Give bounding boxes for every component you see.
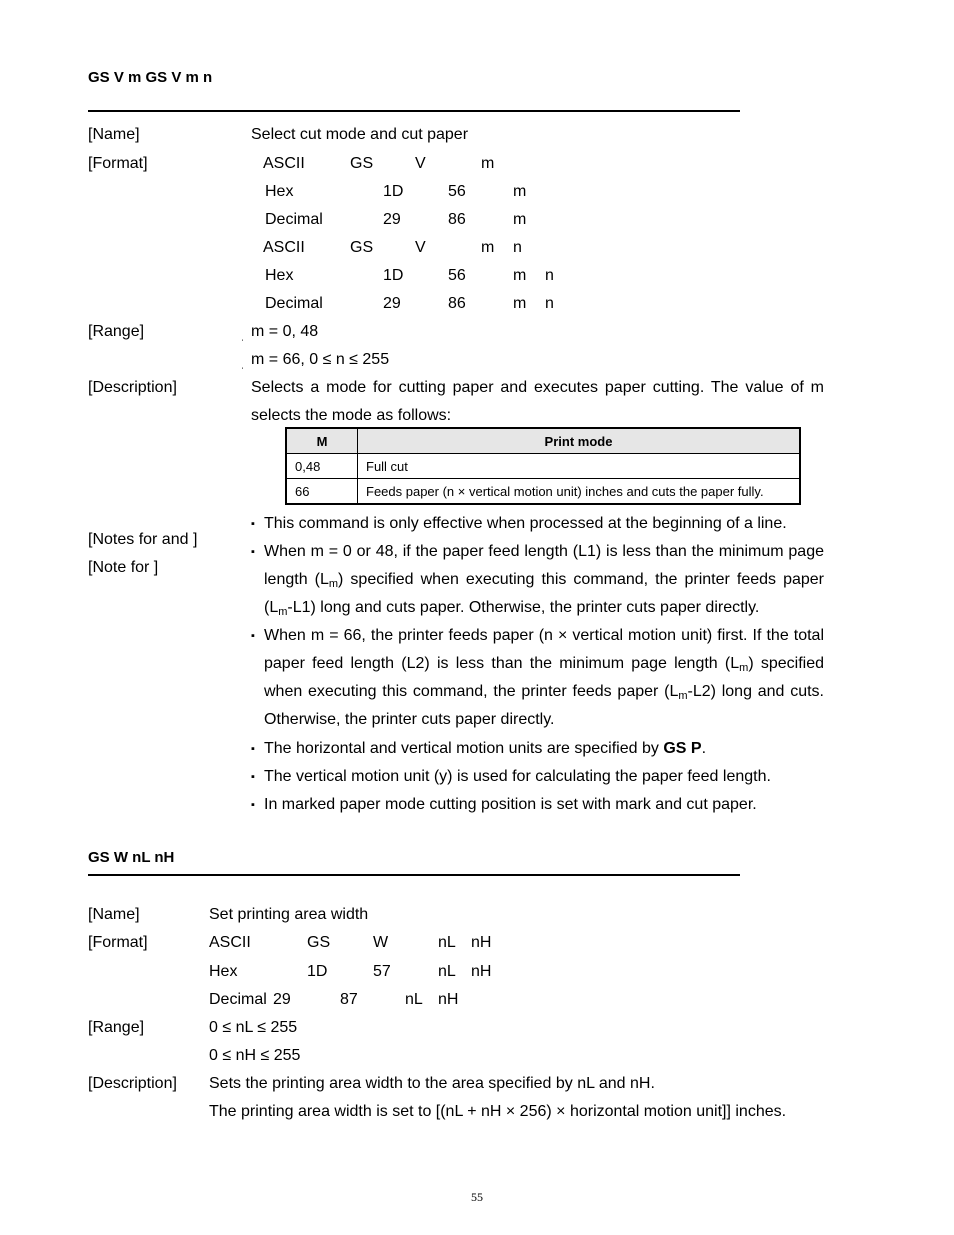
range-value: 0 ≤ nL ≤ 255 xyxy=(209,1019,298,1036)
format-cell: m xyxy=(481,239,495,256)
bullet-icon: ▪ xyxy=(251,771,255,783)
note-text: (L xyxy=(264,599,279,616)
range-value: 0 ≤ nH ≤ 255 xyxy=(209,1047,301,1064)
note-item-line xyxy=(264,650,824,678)
note-text: The horizontal and vertical motion units are specified by xyxy=(264,740,664,757)
format-cell: V xyxy=(415,239,426,256)
format-cell: ASCII xyxy=(209,934,251,951)
name-label: [Name] xyxy=(88,906,140,923)
note-item xyxy=(264,735,824,763)
note-item: In marked paper mode cutting position is set with mark and cut paper. xyxy=(264,796,757,813)
description-text: Selects a mode for cutting paper and executes paper cutting. The value of m xyxy=(251,379,824,396)
range-label: [Range] xyxy=(88,323,145,340)
format-cell: ASCII xyxy=(263,155,305,172)
name-value: Select cut mode and cut paper xyxy=(251,126,469,143)
note-text: -L1) long and cuts paper. Otherwise, the printer cuts paper directly. xyxy=(287,599,760,616)
note-text: ) specified when executing this command, the printer feeds paper xyxy=(338,571,824,588)
format-cell: GS xyxy=(350,155,374,172)
format-cell: m xyxy=(513,183,527,200)
format-cell: nL xyxy=(438,963,456,980)
bullet-icon: ▪ xyxy=(251,799,255,811)
section-heading-gs-v: GS V m GS V m n xyxy=(88,69,213,86)
note-item: When m = 66, the printer feeds paper (n × vertical motion unit) first. If the total xyxy=(264,627,824,644)
range-label: [Range] xyxy=(88,1019,145,1036)
format-cell: m xyxy=(481,155,495,172)
note-item: The vertical motion unit (y) is used for calculating the paper feed length. xyxy=(264,768,771,785)
name-label: [Name] xyxy=(88,126,140,143)
table-cell: Full cut xyxy=(358,454,801,479)
format-cell: 1D xyxy=(383,183,404,200)
format-cell: 56 xyxy=(448,183,466,200)
table-row xyxy=(286,479,800,505)
format-cell: nH xyxy=(438,991,459,1008)
table-cell: 0,48 xyxy=(286,454,358,479)
format-cell: GS xyxy=(307,934,331,951)
format-cell: nH xyxy=(471,934,492,951)
section-heading-gs-w: GS W nL nH xyxy=(88,849,175,866)
name-value: Set printing area width xyxy=(209,906,369,923)
page-number: 55 xyxy=(471,1190,483,1204)
format-cell: 56 xyxy=(448,267,466,284)
format-cell: W xyxy=(373,934,389,951)
table-cell: Feeds paper (n × vertical motion unit) inches and cuts the paper fully. xyxy=(358,479,801,505)
note-item-line xyxy=(264,594,824,622)
format-cell: ASCII xyxy=(263,239,305,256)
format-cell: 29 xyxy=(383,211,401,228)
table-cell: 66 xyxy=(286,479,358,505)
format-cell: 87 xyxy=(340,991,358,1008)
table-header: M xyxy=(286,428,358,454)
format-cell: m xyxy=(513,295,527,312)
bullet-icon: ▪ xyxy=(251,743,255,755)
format-cell: 1D xyxy=(307,963,328,980)
note-text: paper feed length (L2) is less than the minimum page length (L xyxy=(264,655,740,672)
description-text: Sets the printing area width to the area specified by nL and nH. xyxy=(209,1075,655,1092)
description-text: selects the mode as follows: xyxy=(251,407,452,424)
format-cell: GS xyxy=(350,239,374,256)
format-cell: 86 xyxy=(448,211,466,228)
table-header-row xyxy=(286,428,800,454)
format-cell: nL xyxy=(405,991,423,1008)
subscript: m xyxy=(739,662,749,674)
format-cell: n xyxy=(545,267,554,284)
format-cell: Hex xyxy=(265,267,294,284)
description-label: [Description] xyxy=(88,1075,177,1092)
format-label: [Format] xyxy=(88,155,148,172)
heading-rule xyxy=(88,874,740,876)
note-text: . xyxy=(701,740,707,757)
subscript: m xyxy=(278,606,288,618)
range-value: m = 0, 48 xyxy=(251,323,319,340)
format-cell: n xyxy=(545,295,554,312)
note-text: length (L xyxy=(264,571,329,588)
format-cell: 29 xyxy=(383,295,401,312)
table-row xyxy=(286,454,800,479)
format-cell: 57 xyxy=(373,963,391,980)
subscript: m xyxy=(678,690,688,702)
format-cell: Hex xyxy=(209,963,238,980)
format-cell: Decimal xyxy=(265,211,323,228)
format-cell: Hex xyxy=(265,183,294,200)
note-label: [Note for ] xyxy=(88,559,159,576)
note-text: when executing this command, the printer feeds paper (L xyxy=(264,683,679,700)
mode-table xyxy=(285,427,801,505)
bullet-icon: ▪ xyxy=(251,630,255,642)
range-mark: ˌ xyxy=(241,359,245,370)
format-cell: 1D xyxy=(383,267,404,284)
note-item-line xyxy=(264,678,824,706)
heading-rule xyxy=(88,110,740,112)
range-mark: ˌ xyxy=(241,331,245,342)
note-item-line xyxy=(264,566,824,594)
format-cell: 86 xyxy=(448,295,466,312)
description-label: [Description] xyxy=(88,379,177,396)
subscript: m xyxy=(328,578,339,590)
range-value: m = 66, 0 ≤ n ≤ 255 xyxy=(251,351,390,368)
note-item: When m = 0 or 48, if the paper feed length (L1) is less than the minimum page xyxy=(264,543,824,560)
format-cell: 29 xyxy=(273,991,291,1008)
format-cell: Decimal xyxy=(265,295,323,312)
table-header: Print mode xyxy=(358,428,801,454)
format-cell: m xyxy=(513,211,527,228)
format-cell: nH xyxy=(471,963,492,980)
note-item: This command is only effective when processed at the beginning of a line. xyxy=(264,515,787,532)
bullet-icon: ▪ xyxy=(251,518,255,530)
format-cell: m xyxy=(513,267,527,284)
format-cell: Decimal xyxy=(209,991,267,1008)
description-text: The printing area width is set to [(nL + nH × 256) × horizontal motion unit]] inches. xyxy=(209,1103,787,1120)
command-ref: GS P xyxy=(663,740,702,757)
format-cell: nL xyxy=(438,934,456,951)
note-text: ) specified xyxy=(748,655,825,672)
notes-label: [Notes for and ] xyxy=(88,531,198,548)
format-cell: V xyxy=(415,155,426,172)
note-item-line: Otherwise, the printer cuts paper directly. xyxy=(264,711,555,728)
format-label: [Format] xyxy=(88,934,148,951)
format-cell: n xyxy=(513,239,522,256)
bullet-icon: ▪ xyxy=(251,546,255,558)
note-text: -L2) long and cuts. xyxy=(687,683,824,700)
